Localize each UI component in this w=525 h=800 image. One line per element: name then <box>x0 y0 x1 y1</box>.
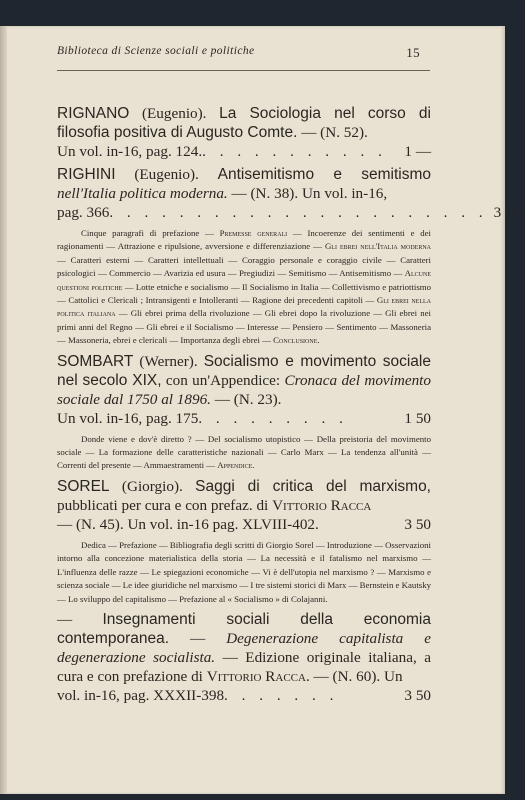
entry-price: 1 50 <box>404 409 431 427</box>
entry-pub: pag. 366 <box>57 204 110 221</box>
entry-title: Antisemitismo e semitismo <box>217 166 431 183</box>
entry-rest: — Edizione originale italiana, a cura e con prefazione di <box>57 648 431 685</box>
entry-publication-line <box>57 686 431 705</box>
entry-price: 3 50 <box>404 515 431 533</box>
leader-dots: . . . . . . . . . . . <box>202 143 387 160</box>
summary-text: Cinque paragrafi di prefazione — <box>81 228 220 238</box>
entry-firstname: (Eugenio). <box>129 105 220 122</box>
running-header <box>57 45 420 61</box>
catalog-list <box>57 104 521 709</box>
leader-dots: . . . . . . . . . <box>198 409 348 427</box>
entry-pub: vol. in-16, pag. XXXII-398 <box>57 686 225 704</box>
summary-text: . <box>252 460 255 471</box>
page-number: 15 <box>406 45 420 60</box>
entry-heading <box>57 477 431 515</box>
entry-publication-line <box>57 142 431 161</box>
entry-series: . — (N. 60). Un <box>305 667 403 685</box>
entry-title: Socialismo e movimento sociale nel secolo XIX, <box>57 352 431 389</box>
entry-mid: pubblicati per cura e con prefaz. di <box>57 496 273 514</box>
catalog-entry-rignano <box>57 104 431 161</box>
summary-section: Premesse generali <box>219 228 288 238</box>
catalog-entry-sorel <box>57 477 431 606</box>
leader-dots: . . . . . . . . . . . . . . . . . . . . . . <box>109 204 488 221</box>
entry-title: Insegnamenti sociali della economia contemporanea. <box>57 610 431 647</box>
entry-price: 1 — <box>404 143 431 160</box>
summary-section: Conclusione <box>273 335 318 346</box>
entry-editor: Vittorio Racca <box>272 496 372 514</box>
summary-text: — Incoerenze dei sentimenti e dei ragionamenti — Attrazione e ripulsione, avversione e differenziazione — <box>57 228 431 252</box>
summary-text: Donde viene e dov'è diretto ? — Del socialismo utopistico — Della preistoria del movimento sociale — La formazione delle caratteristiche nazionali — Carlo Marx — La tendenza all'unità — Correnti del presente — Ammaestramenti — <box>57 433 431 471</box>
header-rule <box>57 70 430 71</box>
leader-dots: . . . . . . . <box>224 686 339 704</box>
entry-series: — (N. 52). <box>297 124 368 141</box>
entry-title: Saggi di critica del marxismo, <box>195 477 431 495</box>
entry-title-italic: Degenerazione capitalista e degenerazione socialista. <box>57 629 431 666</box>
entry-firstname: (Werner). <box>133 352 204 370</box>
entry-price: 3 50 <box>404 686 431 704</box>
summary-section: Gli ebrei nell'Italia moderna <box>324 241 431 252</box>
summary-text: — Lotte etniche e socialismo — Il Socialismo in Italia — Collettivismo e patriottismo — Cattolici e Clericali ; Intransigenti e Intolleranti — Ragione dei precedenti capitoli — <box>57 281 431 306</box>
entry-author: SOMBART <box>57 352 134 370</box>
entry-title-italic: nell'Italia politica moderna. <box>57 185 228 202</box>
summary-text: — Caratteri esterni — Caratteri intellettuali — Coraggio personale e coraggio civile — Caratteri psicologici — Commercio — Avarizia ed usura — Pregiudizi — Semitismo — Antisemitismo — <box>57 254 431 279</box>
entry-heading <box>57 165 431 203</box>
summary-section: Appendice <box>217 460 253 471</box>
entry-title-italic: Cronaca del movimento sociale dal 1750 al 1896. <box>57 371 431 408</box>
entry-firstname: (Giorgio). <box>109 477 196 495</box>
entry-heading <box>57 352 431 409</box>
summary-text: — Gli ebrei prima della rivoluzione — Gli ebrei dopo la rivoluzione — Gli ebrei nei primi anni del Regno — Gli ebrei e il Socialismo — Interesse — Pensiero — Sentimento — Massoneria — Massoneria, ebrei e clericali — Importanza degli ebrei — <box>57 308 431 346</box>
entry-pub: Un vol. in-16, pag. 175 <box>57 409 199 427</box>
entry-mid: con un'Appendice: <box>161 371 285 389</box>
entry-price: 3 — <box>493 204 521 221</box>
catalog-entry-righini <box>57 165 521 348</box>
entry-heading <box>57 610 431 686</box>
entry-series: — (N. 23). <box>210 390 282 408</box>
running-title: Biblioteca di Scienze sociali e politiche <box>57 45 255 57</box>
leader-dots: . <box>315 515 324 533</box>
entry-series: — (N. 38). Un vol. in-16, <box>227 185 388 202</box>
entry-heading <box>57 104 431 142</box>
entry-publication-line <box>57 515 431 534</box>
summary-text: . <box>317 335 320 346</box>
entry-title: La Sociologia nel corso di filosofia positiva di Augusto Comte. <box>57 105 431 141</box>
entry-editor: Vittorio Racca <box>206 667 306 685</box>
summary-section: Gli ebrei nella politica italiana <box>57 295 431 319</box>
entry-publication-line <box>57 203 521 222</box>
entry-pub: Un vol. in-16, pag. 124. <box>57 143 203 160</box>
entry-author: RIGHINI <box>57 166 116 183</box>
catalog-entry-insegnamenti <box>57 610 431 705</box>
entry-summary: Dedica — Prefazione — Bibliografia degli scritti di Giorgio Sorel — Introduzione — Osservazioni intorno alla concezione materialistica della storia — La necessità e il fatalismo nel marxismo — L'influenza delle razze — Le spiegazioni economiche — Vi è dell'utopia nel marxismo ? — Marxismo e scienza sociale — Le idee giuridiche nel marxismo — I tre sistemi storici di Marx — Bernstein e Kautsky — Lo sviluppo del capitalismo — Prefazione al « Socialismo » di Colajanni. <box>57 539 431 604</box>
entry-mid: — <box>169 629 227 647</box>
page-gutter <box>0 26 7 794</box>
entry-author: SOREL <box>57 477 110 495</box>
entry-firstname: (Eugenio). <box>115 166 218 183</box>
entry-publication-line <box>57 409 431 428</box>
entry-series: — (N. 45). Un vol. in-16 pag. XLVIII-402 <box>57 515 316 533</box>
entry-lead-dash: — <box>57 610 103 628</box>
entry-author: RIGNANO <box>57 105 130 122</box>
entry-summary <box>57 227 431 348</box>
catalog-entry-sombart <box>57 352 431 473</box>
entry-summary <box>57 433 431 473</box>
summary-section: Alcune questioni politiche <box>57 268 431 292</box>
